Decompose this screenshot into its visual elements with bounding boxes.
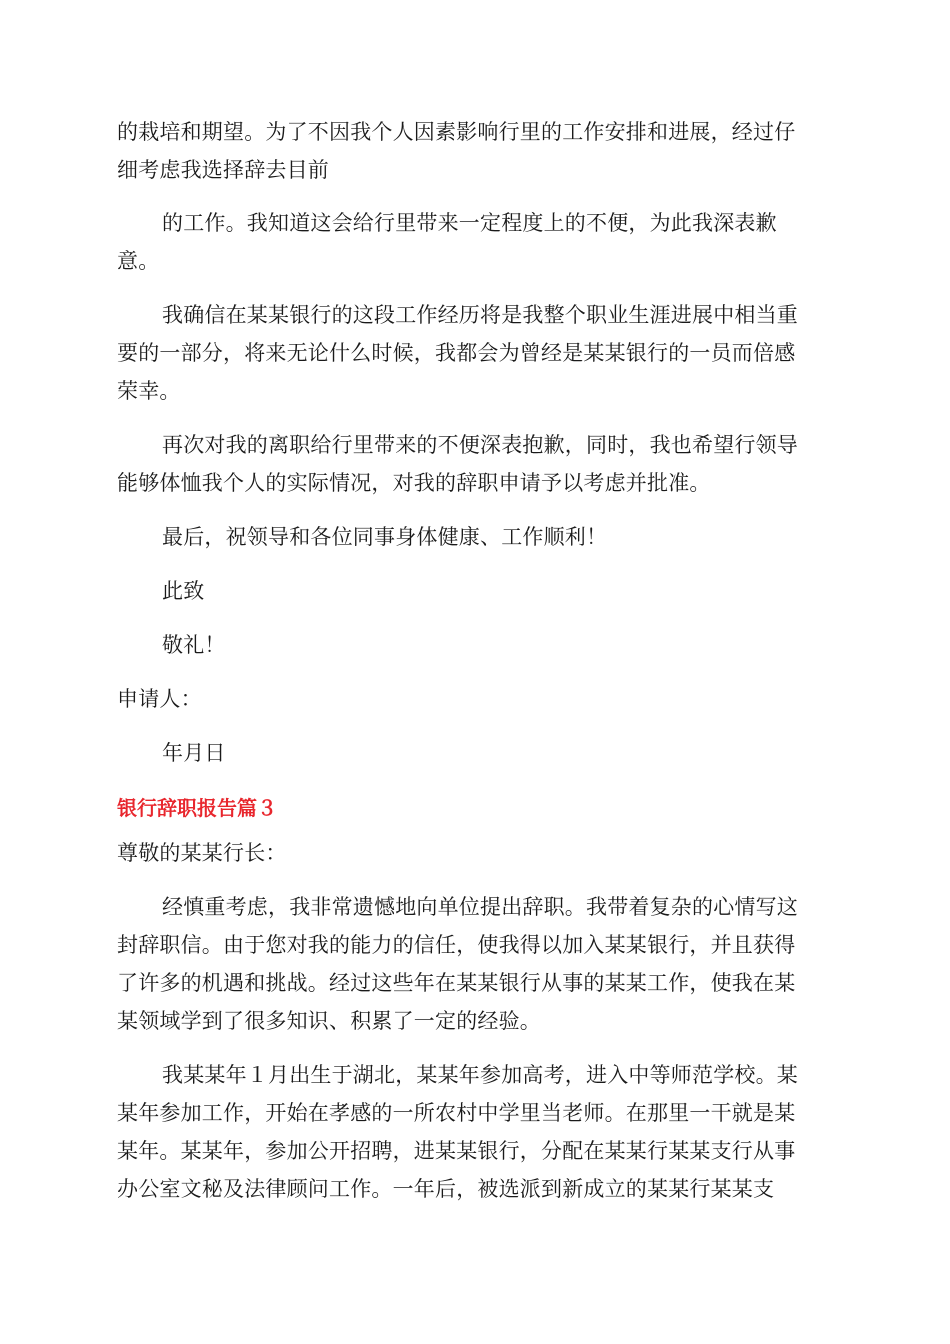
paragraph-line: 荣幸。 bbox=[117, 379, 181, 403]
date-label: 年月日 bbox=[162, 741, 226, 765]
paragraph-line: 办公室文秘及法律顾问工作。一年后，被选派到新成立的某某行某某支 bbox=[117, 1177, 775, 1201]
paragraph-line: 细考虑我选择辞去目前 bbox=[117, 158, 329, 182]
paragraph-line: 能够体恤我个人的实际情况，对我的辞职申请予以考虑并批准。 bbox=[117, 471, 711, 495]
paragraph-line: 的工作。我知道这会给行里带来一定程度上的不便，为此我深表歉 bbox=[162, 211, 777, 235]
section-heading: 银行辞职报告篇３ bbox=[117, 796, 277, 820]
paragraph-line: 我确信在某某银行的这段工作经历将是我整个职业生涯进展中相当重 bbox=[162, 303, 798, 327]
closing-regards: 敬礼！ bbox=[162, 633, 226, 657]
letter-greeting: 尊敬的某某行长： bbox=[117, 841, 287, 865]
paragraph-line: 了许多的机遇和挑战。经过这些年在某某银行从事的某某工作，使我在某 bbox=[117, 971, 796, 995]
paragraph-line: 的栽培和期望。为了不因我个人因素影响行里的工作安排和进展，经过仔 bbox=[117, 120, 796, 144]
paragraph-line: 意。 bbox=[117, 249, 160, 273]
paragraph-line: 要的一部分，将来无论什么时候，我都会为曾经是某某银行的一员而倍感 bbox=[117, 341, 796, 365]
closing-salutation: 此致 bbox=[162, 579, 205, 603]
paragraph-line: 某年参加工作，开始在孝感的一所农村中学里当老师。在那里一干就是某 bbox=[117, 1101, 796, 1125]
paragraph-line: 封辞职信。由于您对我的能力的信任，使我得以加入某某银行，并且获得 bbox=[117, 933, 796, 957]
paragraph-line: 我某某年１月出生于湖北，某某年参加高考，进入中等师范学校。某 bbox=[162, 1063, 798, 1087]
paragraph-line: 再次对我的离职给行里带来的不便深表抱歉，同时，我也希望行领导 bbox=[162, 433, 798, 457]
paragraph-line: 经慎重考虑，我非常遗憾地向单位提出辞职。我带着复杂的心情写这 bbox=[162, 895, 798, 919]
closing-wish: 最后，祝领导和各位同事身体健康、工作顺利！ bbox=[162, 525, 608, 549]
paragraph-line: 某领域学到了很多知识、积累了一定的经验。 bbox=[117, 1009, 541, 1033]
applicant-label: 申请人： bbox=[117, 687, 202, 711]
paragraph-line: 某年。某某年，参加公开招聘，进某某银行，分配在某某行某某支行从事 bbox=[117, 1139, 796, 1163]
